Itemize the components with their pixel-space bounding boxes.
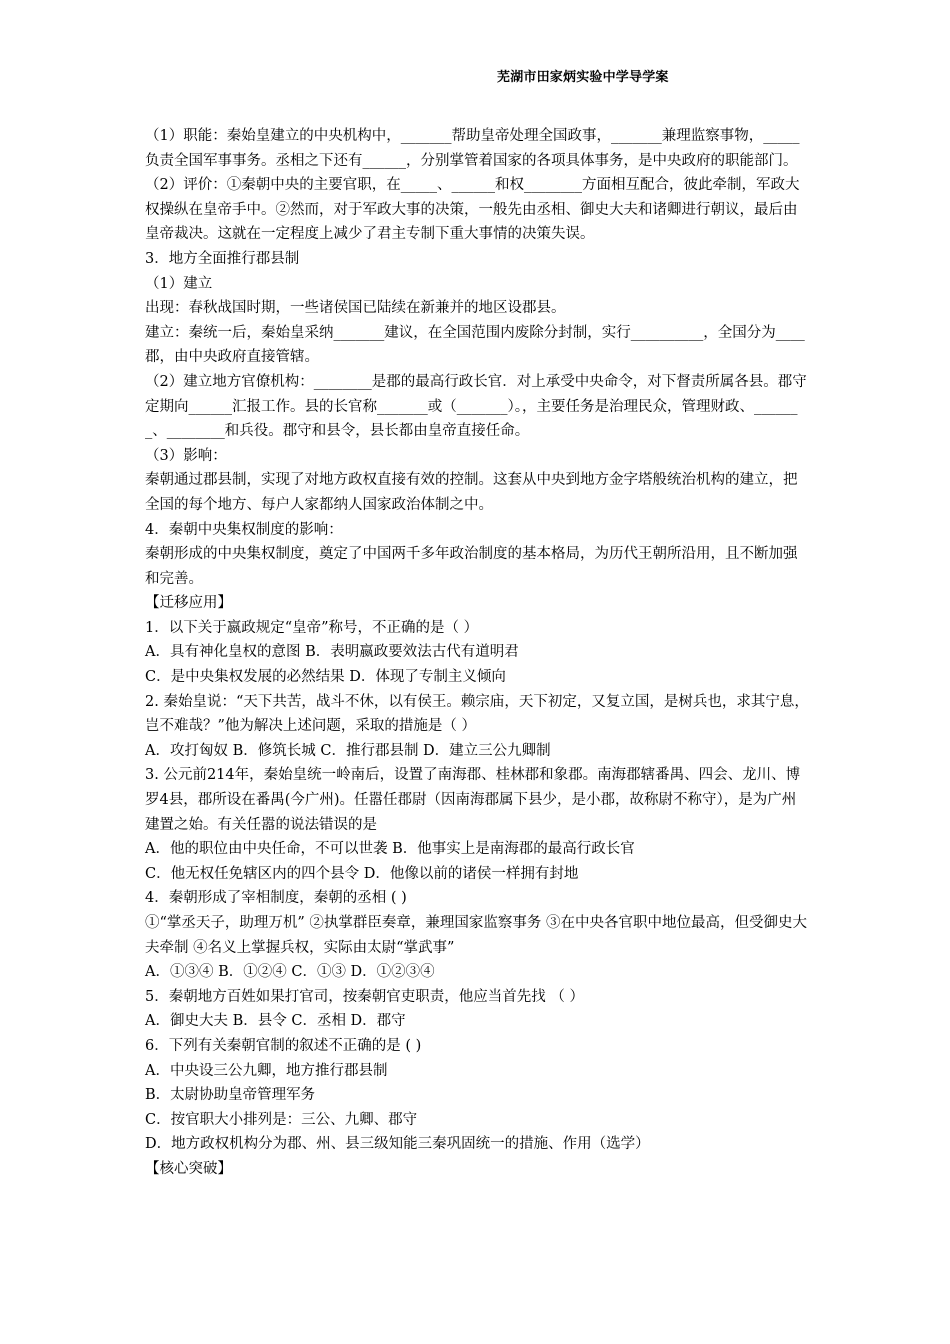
question-3-options-ab: A．他的职位由中央任命，不可以世袭 B．他事实上是南海郡的最高行政长官: [145, 841, 635, 858]
question-1-options-cd: C．是中央集权发展的必然结果 D．体现了专制主义倾向: [145, 669, 506, 686]
subheading-impact: （3）影响：: [145, 447, 227, 464]
question-4-options: A．①③④ B．①②④ C．①③ D．①②③④: [145, 964, 435, 981]
paragraph-establishment: 建立：秦统一后，秦始皇采纳_______建议，在全国范围内废除分封制，实行__________，全国分为____郡，由中央政府直接管辖。: [145, 324, 805, 366]
question-1: 1．以下关于嬴政规定“皇帝”称号，不正确的是（ ）: [145, 619, 479, 636]
question-5-options: A．御史大夫 B．县令 C．丞相 D．郡守: [145, 1013, 406, 1030]
question-5: 5．秦朝地方百姓如果打官司，按秦朝官吏职责，他应当首先找 （ ）: [145, 988, 584, 1005]
paragraph-centralization: 秦朝形成的中央集权制度，奠定了中国两千多年政治制度的基本格局，为历代王朝所沿用，且不断加强和完善。: [145, 546, 798, 587]
question-6-option-a: A．中央设三公九卿，地方推行郡县制: [145, 1062, 388, 1079]
page-header: 芜湖市田家炳实验中学导学案: [497, 70, 669, 85]
paragraph-origin: 出现：春秋战国时期，一些诸侯国已陆续在新兼并的地区设郡县。: [145, 300, 566, 317]
paragraph-evaluation: （2）评价：①秦朝中央的主要官职，在_____、______和权________方面相互配合，彼此牵制，军政大权操纵在皇帝手中。②然而，对于军政大事的决策，一般先由丞相、御史大夫和诸卿进行朝议，最后由皇帝裁决。这就在一定程度上减少了君主专制下重大事情的决策失误。: [145, 177, 800, 243]
document-body: [145, 124, 810, 1182]
question-3: 3. 公元前214年，秦始皇统一岭南后，设置了南海郡、桂林郡和象郡。南海郡辖番禺、四会、龙川、博罗4县，郡所设在番禺(今广州)。任嚣任郡尉（因南海郡属下县少，是小郡，故称尉不称守），是为广州建置之始。有关任嚣的说法错误的是: [145, 767, 801, 833]
question-4-statements: ①“掌丞天子，助理万机” ②执掌群臣奏章，兼理国家监察事务 ③在中央各官职中地位最高，但受御史大夫牵制 ④名义上掌握兵权，实际由太尉“掌武事”: [145, 915, 808, 956]
question-6-option-d: D．地方政权机构分为郡、州、县三级知能三秦巩固统一的措施、作用（选学）: [145, 1136, 650, 1153]
question-2: 2. 秦始皇说：“天下共苦，战斗不休，以有侯王。赖宗庙，天下初定，又复立国，是树兵也，求其宁息，岂不难哉？”他为解决上述问题，采取的措施是（ ）: [145, 693, 809, 735]
question-6-option-c: C．按官职大小排列是：三公、九卿、郡守: [145, 1111, 418, 1128]
question-4: 4．秦朝形成了宰相制度，秦朝的丞相 ( ): [145, 890, 407, 907]
paragraph-local-officials: （2）建立地方官僚机构：________是郡的最高行政长官．对上承受中央命令，对下督责所属各县。郡守定期向______汇报工作。县的长官称_______或（_______）。，主要任务是治理民众，管理财政、_______、________和兵役。郡守和县令，县长都由皇帝直接任命。: [145, 373, 807, 440]
question-3-options-cd: C．他无权任免辖区内的四个县令 D．他像以前的诸侯一样拥有封地: [145, 865, 579, 882]
section-heading-core: 【核心突破】: [145, 1160, 232, 1177]
paragraph-impact: 秦朝通过郡县制，实现了对地方政权直接有效的控制。这套从中央到地方金字塔般统治机构的建立，把全国的每个地方、每户人家都纳人国家政治体制之中。: [145, 472, 798, 513]
section-heading-application: 【迁移应用】: [145, 595, 232, 612]
question-1-options-ab: A．具有神化皇权的意图 B．表明嬴政要效法古代有道明君: [145, 644, 519, 661]
question-6-option-b: B．太尉协助皇帝管理军务: [145, 1087, 316, 1104]
paragraph-function: （1）职能：秦始皇建立的中央机构中，_______帮助皇帝处理全国政事，_______兼理监察事物，_____负责全国军事事务。丞相之下还有______，分别掌管着国家的各项具体事务，是中央政府的职能部门。: [145, 128, 800, 169]
section-heading-prefecture: 3．地方全面推行郡县制: [145, 250, 300, 267]
question-6: 6．下列有关秦朝官制的叙述不正确的是 ( ): [145, 1037, 422, 1054]
section-heading-centralization: 4．秦朝中央集权制度的影响：: [145, 521, 343, 538]
question-2-options: A．攻打匈奴 B．修筑长城 C．推行郡县制 D．建立三公九卿制: [145, 742, 551, 759]
subheading-establish: （1）建立: [145, 275, 213, 292]
